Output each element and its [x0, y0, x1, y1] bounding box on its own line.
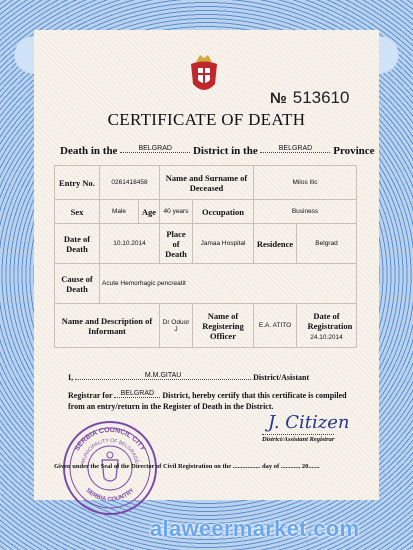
age-label: Age	[139, 200, 160, 224]
number-symbol: №	[270, 90, 287, 107]
given-under-seal-text: Given under the Seal of the Director of Civil Registration on the ................. day of ..........., 20.......	[54, 463, 320, 470]
registrar-title: District/Asistant	[253, 373, 310, 382]
registrar-name: M.M.GITAU	[75, 372, 251, 380]
place-of-death-value: Jamaa Hospital	[193, 224, 254, 264]
registrar-for-label: Registrar for	[68, 391, 113, 400]
residence-value: Belgrad	[297, 224, 357, 264]
sex-value: Male	[100, 200, 139, 224]
cause-label: Cause of Death	[55, 264, 100, 304]
serial-number	[270, 88, 349, 108]
certificate-title: CERTIFICATE OF DEATH	[107, 110, 306, 129]
name-label: Name and Surname of Deceased	[160, 166, 254, 200]
residence-label: Residence	[254, 224, 297, 264]
district-1: BELGRAD	[120, 145, 190, 153]
registrar-signature: J. Citizen	[268, 412, 350, 433]
registrar-district-line	[68, 390, 347, 400]
death-details-table	[54, 165, 357, 348]
cause-value: Acute Hemorhagic pencreatit	[100, 264, 357, 304]
age-value: 40 years	[160, 200, 193, 224]
registration-date-cell	[297, 304, 357, 348]
death-location-line	[60, 145, 375, 157]
registration-date-label: Date of Registration	[307, 310, 353, 331]
signature-label: District/Assistant Registrar	[262, 436, 335, 443]
occupation-value: Business	[254, 200, 357, 224]
informant-value: Dr Oduor J	[160, 304, 193, 348]
district-2: BELGRAD	[260, 145, 330, 153]
watermark: alaweermarket.com	[150, 516, 360, 541]
registration-date-value: 24.10.2014	[310, 333, 343, 341]
i-label: I,	[68, 373, 74, 382]
entry-no-label: Entry No.	[55, 166, 100, 200]
place-of-death-label: Place of Death	[160, 224, 193, 264]
coat-of-arms-icon	[188, 52, 220, 96]
name-value: Milos Ilic	[254, 166, 357, 200]
death-in-label: Death in the	[60, 145, 118, 157]
svg-text:SERBIA COUNCIL CITY: SERBIA COUNCIL CITY	[73, 426, 147, 453]
date-of-death-label: Date of Death	[55, 224, 100, 264]
svg-text:SERBIA COUNTRY: SERBIA COUNTRY	[84, 487, 136, 503]
certify-text-line-2: from an entry/return in the Register of Death in the District.	[68, 402, 274, 411]
certify-text: District, hereby certify that this certificate is compiled	[162, 391, 347, 400]
occupation-label: Occupation	[193, 200, 254, 224]
officer-value: E.A. ATITO	[254, 304, 297, 348]
province-label: Province	[333, 145, 375, 157]
date-of-death-value: 10.10.2014	[100, 224, 160, 264]
informant-label: Name and Description of Informant	[55, 304, 160, 348]
serial-value: 513610	[292, 88, 350, 107]
sex-label: Sex	[55, 200, 100, 224]
svg-text:MUNICIPALITY OF BELGRADE: MUNICIPALITY OF BELGRADE	[80, 437, 140, 464]
registrar-district: BELGRAD	[114, 390, 160, 398]
registrar-name-line	[68, 372, 309, 382]
officer-label: Name of Registering Officer	[193, 304, 254, 348]
district-in-label: District in the	[192, 145, 258, 157]
entry-no-value: 0261418458	[100, 166, 160, 200]
